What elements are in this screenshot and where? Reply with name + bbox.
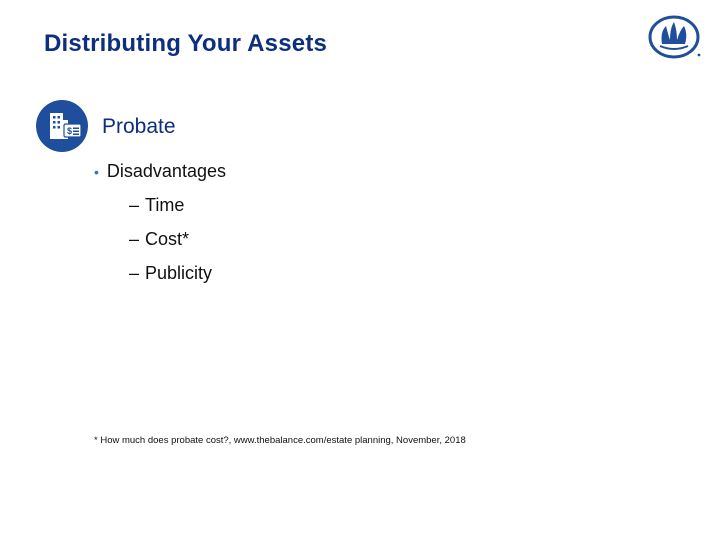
dash-icon: – bbox=[129, 195, 140, 215]
section-heading: Probate bbox=[102, 115, 176, 138]
sub-bullet-label: Time bbox=[145, 195, 185, 215]
sub-bullet-item bbox=[129, 263, 212, 297]
bullet-item bbox=[94, 161, 226, 182]
allstate-hands-logo-icon bbox=[648, 14, 702, 60]
sub-bullet-label: Publicity bbox=[145, 263, 213, 283]
bullet-label: Disadvantages bbox=[106, 161, 226, 181]
slide-title: Distributing Your Assets bbox=[44, 30, 328, 57]
dash-icon: – bbox=[129, 263, 140, 283]
building-dollar-icon bbox=[36, 100, 88, 152]
sub-bullet-label: Cost* bbox=[145, 229, 190, 249]
svg-text:$: $ bbox=[67, 126, 73, 136]
bullet-dot-icon: • bbox=[94, 164, 99, 180]
footnote: * How much does probate cost?, www.thebalance.com/estate planning, November, 2018 bbox=[94, 435, 466, 446]
dash-icon: – bbox=[129, 229, 140, 249]
sub-bullet-list bbox=[129, 195, 212, 297]
sub-bullet-item bbox=[129, 229, 212, 263]
sub-bullet-item bbox=[129, 195, 212, 229]
